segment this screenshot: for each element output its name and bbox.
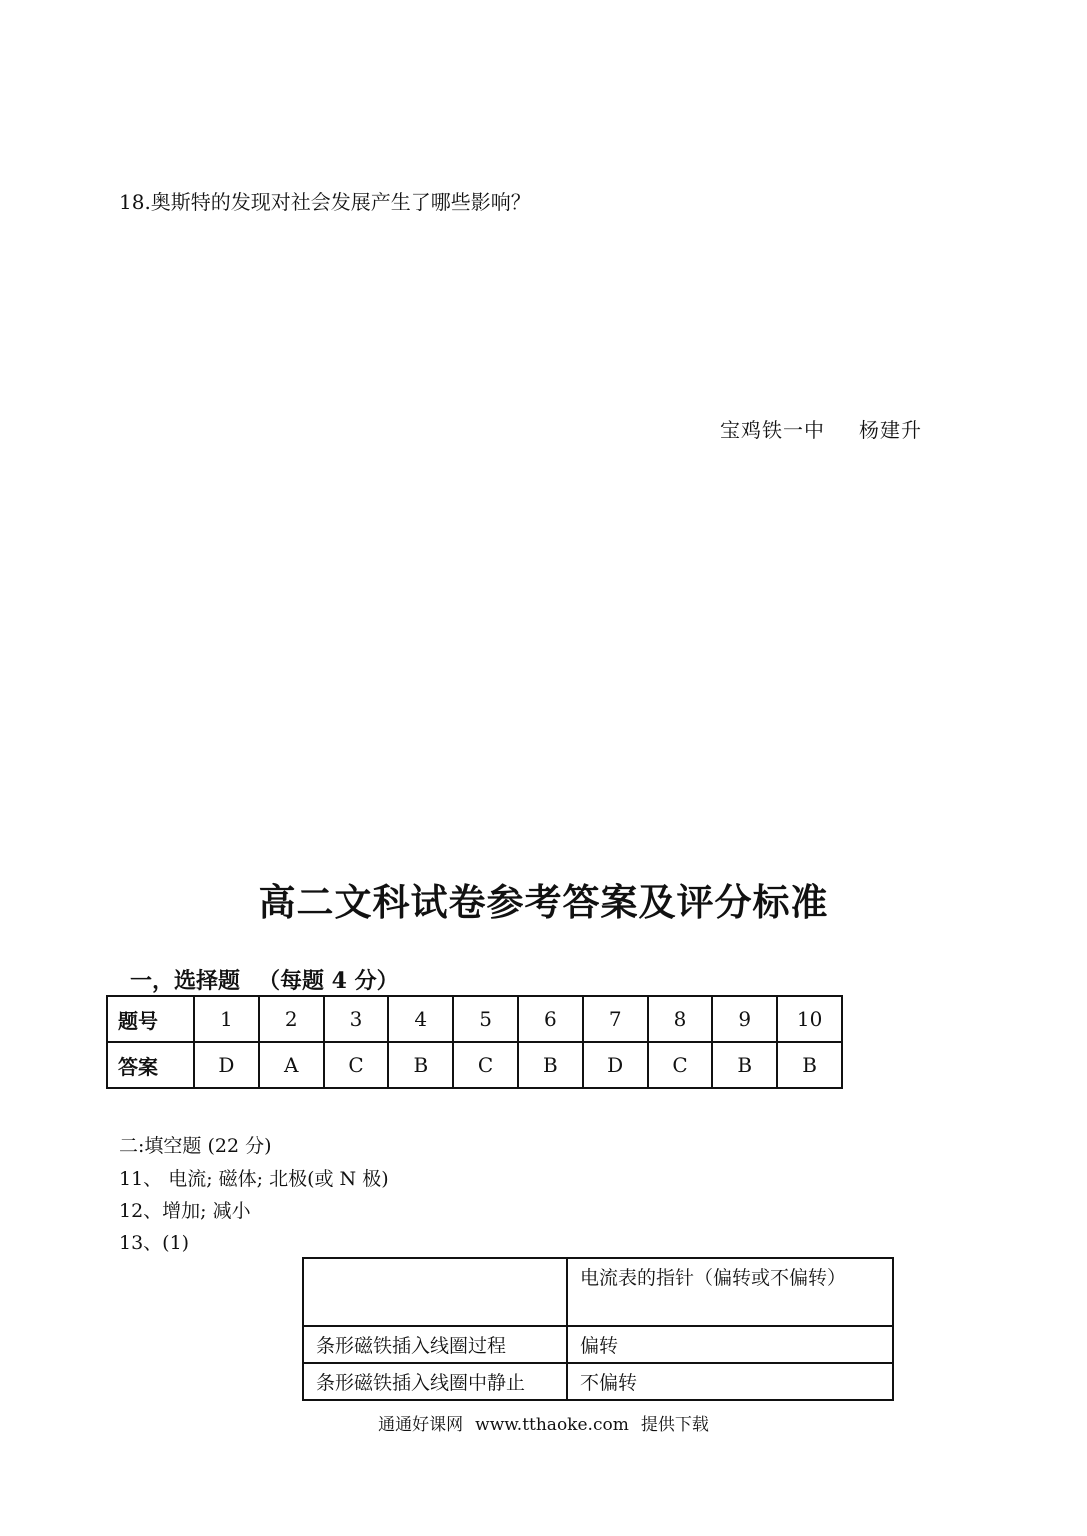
- section-1-note: （每题 4 分）: [258, 968, 399, 994]
- q13-header-empty: [303, 1258, 567, 1326]
- mc-number-cell: 5: [453, 996, 518, 1042]
- author-name: 杨建升: [859, 418, 922, 442]
- answer-12: 12、增加; 减小: [119, 1200, 251, 1222]
- q13-row: [303, 1326, 893, 1363]
- mc-number-cell: 10: [777, 996, 842, 1042]
- mc-number-cell: 4: [388, 996, 453, 1042]
- mc-number-row: [107, 996, 842, 1042]
- answer-13-label: 13、(1): [119, 1232, 190, 1254]
- mc-number-cell: 8: [648, 996, 713, 1042]
- mc-answer-cell: D: [583, 1042, 648, 1088]
- q13-header-pointer: 电流表的指针（偏转或不偏转）: [567, 1258, 893, 1326]
- footer-tail: 提供下载: [640, 1415, 709, 1435]
- answer-11: 11、 电流; 磁体; 北极(或 N 极): [119, 1168, 389, 1190]
- mc-answer-cell: B: [777, 1042, 842, 1088]
- mc-answer-cell: D: [194, 1042, 259, 1088]
- mc-number-cell: 1: [194, 996, 259, 1042]
- mc-number-cell: 3: [324, 996, 389, 1042]
- q13-header-row: [303, 1258, 893, 1326]
- q13-row: [303, 1363, 893, 1400]
- q13-result: 不偏转: [567, 1363, 893, 1400]
- mc-number-cell: 9: [712, 996, 777, 1042]
- section-1-heading: [130, 964, 399, 995]
- multiple-choice-table: [106, 995, 843, 1089]
- mc-number-cell: 2: [259, 996, 324, 1042]
- author-line: [720, 414, 922, 443]
- q13-result: 偏转: [567, 1326, 893, 1363]
- q13-condition: 条形磁铁插入线圈中静止: [303, 1363, 567, 1400]
- mc-answer-cell: C: [648, 1042, 713, 1088]
- mc-answer-label: 答案: [107, 1042, 194, 1088]
- footer-site: 通通好课网: [378, 1415, 464, 1435]
- mc-answer-row: [107, 1042, 842, 1088]
- mc-answer-cell: B: [388, 1042, 453, 1088]
- mc-answer-cell: B: [712, 1042, 777, 1088]
- footer: [0, 1410, 1087, 1435]
- section-2-heading: 二:填空题 (22 分): [119, 1135, 272, 1157]
- mc-number-label: 题号: [107, 996, 194, 1042]
- mc-number-cell: 7: [583, 996, 648, 1042]
- answer-title: 高二文科试卷参考答案及评分标准: [258, 881, 829, 924]
- section-1-title: 一，选择题: [130, 968, 241, 994]
- author-school: 宝鸡铁一中: [720, 418, 825, 442]
- q13-table: [302, 1257, 894, 1401]
- footer-url[interactable]: www.tthaoke.com: [475, 1415, 629, 1435]
- mc-answer-cell: C: [324, 1042, 389, 1088]
- mc-answer-cell: C: [453, 1042, 518, 1088]
- question-18: 18.奥斯特的发现对社会发展产生了哪些影响？: [119, 190, 531, 214]
- mc-answer-cell: B: [518, 1042, 583, 1088]
- mc-number-cell: 6: [518, 996, 583, 1042]
- mc-answer-cell: A: [259, 1042, 324, 1088]
- q13-condition: 条形磁铁插入线圈过程: [303, 1326, 567, 1363]
